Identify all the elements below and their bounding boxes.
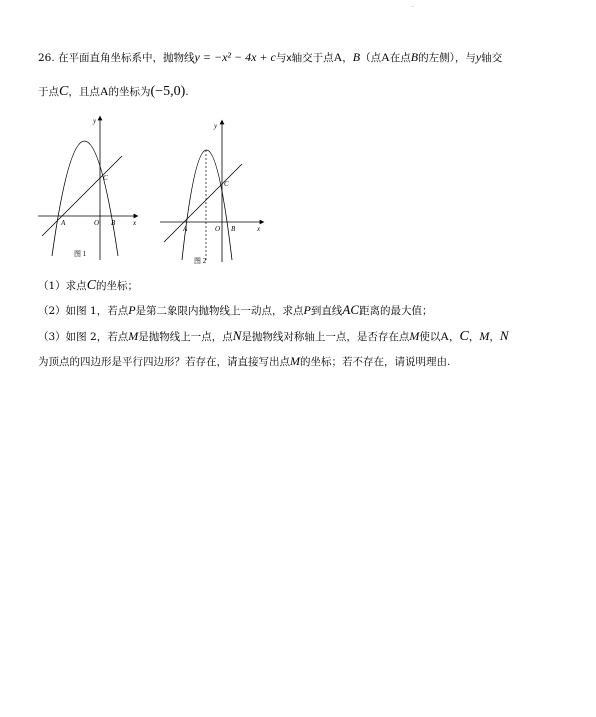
text: 在点 (389, 52, 411, 64)
text: 是第二象限内抛物线上一动点，求点 (135, 305, 304, 317)
text: 是抛物线对称轴上一点，是否存在点 (241, 331, 410, 343)
text: 的坐标； (96, 280, 139, 292)
fig2-caption: 图 2 (194, 257, 207, 265)
fig2-c-label: C (224, 180, 229, 188)
fig1-a-label: A (61, 219, 66, 227)
text: 到直线 (310, 305, 343, 317)
text: 使以 (419, 331, 441, 343)
text: 于点 (38, 86, 59, 98)
problem-line-1 (38, 50, 502, 65)
fig2-y-label: y (214, 122, 218, 130)
point-b: B (352, 50, 361, 64)
point-n: N (232, 328, 242, 343)
text: 轴交 (481, 52, 503, 64)
fig1-c-label: C (103, 174, 108, 182)
parabola-equation: y = −x² − 4x + c (194, 50, 276, 64)
text: （1）求点 (38, 280, 87, 292)
fig1-y-label: y (93, 117, 97, 125)
text: 是抛物线上一点，点 (138, 331, 233, 343)
point-n: N (499, 328, 509, 343)
text: （3）如图 2，若点 (38, 331, 129, 343)
text: 的左侧），与 (418, 52, 476, 64)
point-a: A (381, 50, 390, 64)
fig2-a-label: A (183, 225, 188, 233)
question-1 (38, 279, 138, 293)
fig1-parabola (52, 141, 118, 256)
text: 的坐标为 (108, 86, 151, 98)
fig2-origin-label: O (215, 225, 221, 233)
y-axis-letter: y (475, 50, 482, 64)
point-a: A (99, 84, 109, 98)
text: . (185, 86, 189, 98)
text: （点 (360, 52, 382, 64)
line-ac: AC (342, 302, 360, 317)
point-m: M (290, 354, 300, 368)
text: 轴交于点 (291, 52, 334, 64)
fig1-line-ac (42, 156, 122, 236)
point-c: C (459, 329, 469, 344)
text: （2）如图 1，若点 (38, 305, 129, 317)
fig1-b-label: B (111, 219, 116, 227)
question-3-line-1 (38, 329, 509, 344)
figures (0, 110, 596, 280)
point-a: A (440, 329, 450, 343)
text: 与 (275, 52, 287, 64)
point-c: C (59, 84, 69, 99)
text: 为顶点的四边形是平行四边形？若存在，请直接写出点 (38, 356, 290, 368)
text: 的坐标；若不存在，请说明理由. (300, 356, 451, 368)
x-axis-letter: x (286, 52, 292, 64)
point-c: C (86, 278, 97, 293)
text: ，且点 (68, 86, 100, 98)
question-2 (38, 303, 433, 318)
page-dot: · (412, 4, 414, 11)
problem-line-2 (38, 84, 189, 99)
sep: ， (489, 331, 500, 343)
sep: ， (468, 331, 480, 343)
text: 距离的最大值； (359, 305, 433, 317)
fig1-x-label: x (133, 219, 137, 227)
point-p: P (128, 303, 136, 317)
problem-number: 26. (38, 52, 55, 64)
question-3-line-2 (38, 354, 450, 369)
figure-2 (160, 122, 262, 265)
point-m: M (409, 329, 420, 343)
text: 在平面直角坐标系中，抛物线 (58, 52, 195, 64)
fig2-parabola (182, 150, 232, 260)
point-m: M (479, 329, 490, 343)
point-b: B (410, 50, 419, 64)
point-a-coordinate: (−5,0) (150, 84, 186, 99)
fig1-caption: 图 1 (74, 250, 87, 258)
fig2-b-label: B (231, 225, 236, 233)
fig1-origin-label: O (94, 219, 100, 227)
point-a: A (333, 50, 343, 64)
sep: ， (342, 52, 353, 64)
sep: ， (449, 331, 460, 343)
fig2-x-label: x (257, 225, 261, 233)
point-p: P (303, 303, 311, 317)
figure-1 (38, 117, 137, 260)
point-m: M (128, 329, 139, 343)
